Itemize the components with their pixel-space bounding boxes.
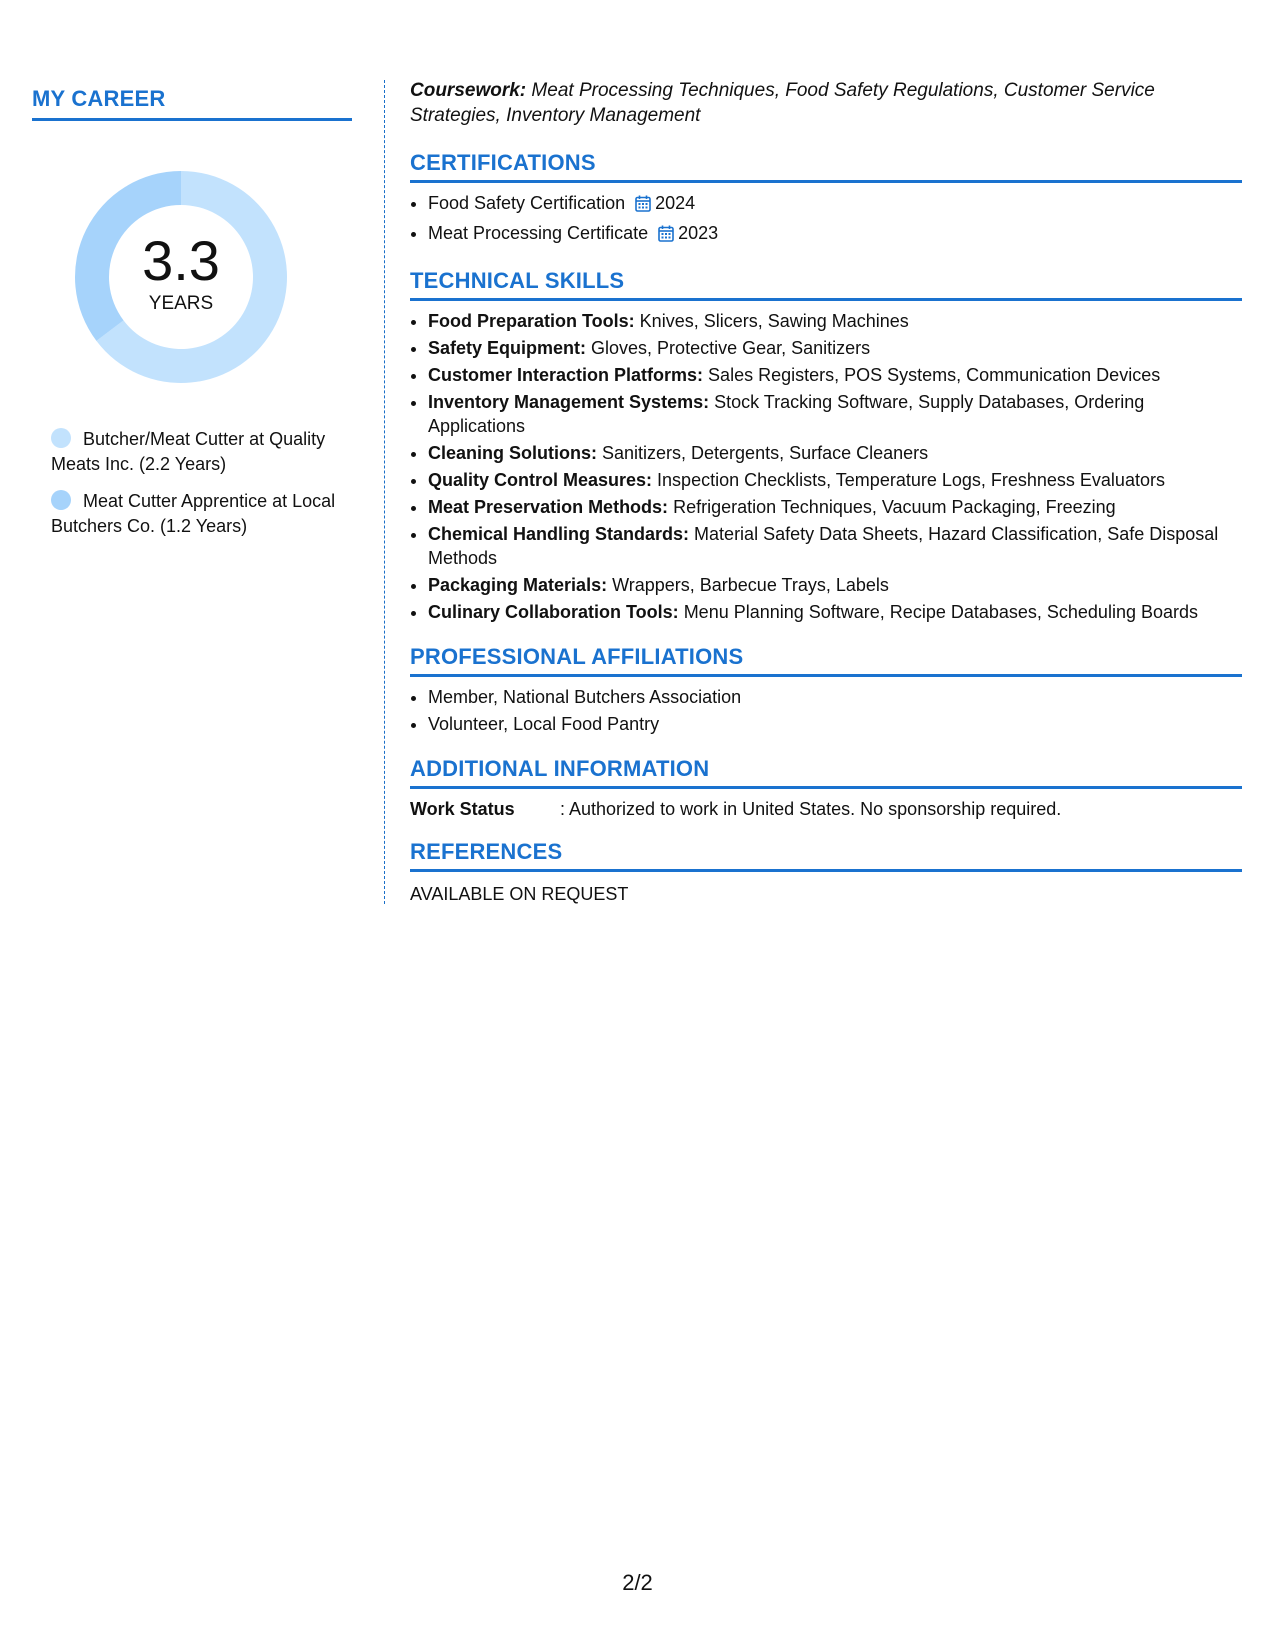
donut-total-unit: YEARS xyxy=(148,293,214,314)
skill-item xyxy=(428,522,1242,570)
work-status-label: Work Status xyxy=(410,799,515,819)
legend-item xyxy=(51,489,352,539)
affiliation-item: • Member, National Butchers Association xyxy=(428,685,1242,709)
career-legend xyxy=(32,427,352,539)
skill-item xyxy=(428,363,1242,387)
skill-label: Cleaning Solutions: xyxy=(428,443,597,463)
work-status-row xyxy=(410,797,1242,821)
skill-item xyxy=(428,468,1242,492)
skill-label: Quality Control Measures: xyxy=(428,470,653,490)
certification-item xyxy=(428,191,1242,218)
skill-label: Culinary Collaboration Tools: xyxy=(428,602,679,622)
legend-label: Meat Cutter Apprentice at Local Butchers Co. (1.2 Years) xyxy=(51,491,336,536)
calendar-icon xyxy=(635,194,651,218)
certifications-title: CERTIFICATIONS xyxy=(410,150,1242,183)
affiliations-title: PROFESSIONAL AFFILIATIONS xyxy=(410,644,1242,677)
references-title: REFERENCES xyxy=(410,839,1242,872)
skill-item xyxy=(428,495,1242,519)
skill-item xyxy=(428,390,1242,438)
career-title: MY CAREER xyxy=(32,86,352,121)
coursework xyxy=(410,78,1242,128)
skill-item xyxy=(428,600,1242,624)
skill-text: Sanitizers, Detergents, Surface Cleaners xyxy=(597,443,929,463)
donut-center xyxy=(65,161,297,393)
certification-year: 2024 xyxy=(655,193,696,213)
skill-label: Food Preparation Tools: xyxy=(428,311,635,331)
legend-label: Butcher/Meat Cutter at Quality Meats Inc. (2.2 Years) xyxy=(51,429,326,474)
certification-year: 2023 xyxy=(678,223,719,243)
skill-item xyxy=(428,336,1242,360)
legend-item xyxy=(51,427,352,477)
certification-name: Meat Processing Certificate xyxy=(428,223,649,243)
column-divider xyxy=(384,80,385,904)
skill-text: Material Safety Data Sheets, Hazard Classification, Safe Disposal Methods xyxy=(428,524,1219,568)
certification-item xyxy=(428,221,1242,248)
skill-item xyxy=(428,441,1242,465)
skill-text: Gloves, Protective Gear, Sanitizers xyxy=(586,338,871,358)
legend-dot-icon xyxy=(51,428,71,448)
additional-info-title: ADDITIONAL INFORMATION xyxy=(410,756,1242,789)
skill-label: Chemical Handling Standards: xyxy=(428,524,690,544)
skill-text: Refrigeration Techniques, Vacuum Packaging, Freezing xyxy=(668,497,1116,517)
affiliations-list xyxy=(410,685,1242,736)
skill-label: Customer Interaction Platforms: xyxy=(428,365,704,385)
career-sidebar xyxy=(32,86,352,551)
skill-text: Sales Registers, POS Systems, Communication Devices xyxy=(703,365,1161,385)
skills-title: TECHNICAL SKILLS xyxy=(410,268,1242,301)
skill-text: Menu Planning Software, Recipe Databases, Scheduling Boards xyxy=(678,602,1198,622)
page-number: 2/2 xyxy=(622,1570,653,1595)
skill-label: Packaging Materials: xyxy=(428,575,608,595)
skill-text: Stock Tracking Software, Supply Databases, Ordering Applications xyxy=(428,392,1145,436)
calendar-icon xyxy=(658,224,674,248)
skill-label: Meat Preservation Methods: xyxy=(428,497,669,517)
skills-list xyxy=(410,309,1242,624)
main-content xyxy=(410,78,1242,906)
work-status-value: : Authorized to work in United States. No sponsorship required. xyxy=(560,799,1062,819)
coursework-label: Coursework: xyxy=(410,80,527,101)
skill-text: Inspection Checklists, Temperature Logs, Freshness Evaluators xyxy=(652,470,1165,490)
donut-total-value: 3.3 xyxy=(142,229,220,292)
skill-item xyxy=(428,309,1242,333)
career-donut-chart xyxy=(65,161,297,393)
skill-text: Knives, Slicers, Sawing Machines xyxy=(634,311,909,331)
legend-dot-icon xyxy=(51,490,71,510)
skill-text: Wrappers, Barbecue Trays, Labels xyxy=(607,575,889,595)
references-text: AVAILABLE ON REQUEST xyxy=(410,884,629,904)
certification-name: Food Safety Certification xyxy=(428,193,626,213)
skill-label: Inventory Management Systems: xyxy=(428,392,710,412)
certifications-list xyxy=(410,191,1242,248)
coursework-text: Meat Processing Techniques, Food Safety Regulations, Customer Service Strategies, Inventory Management xyxy=(410,80,1155,126)
skill-label: Safety Equipment: xyxy=(428,338,587,358)
skill-item xyxy=(428,573,1242,597)
affiliation-item: • Volunteer, Local Food Pantry xyxy=(428,712,1242,736)
